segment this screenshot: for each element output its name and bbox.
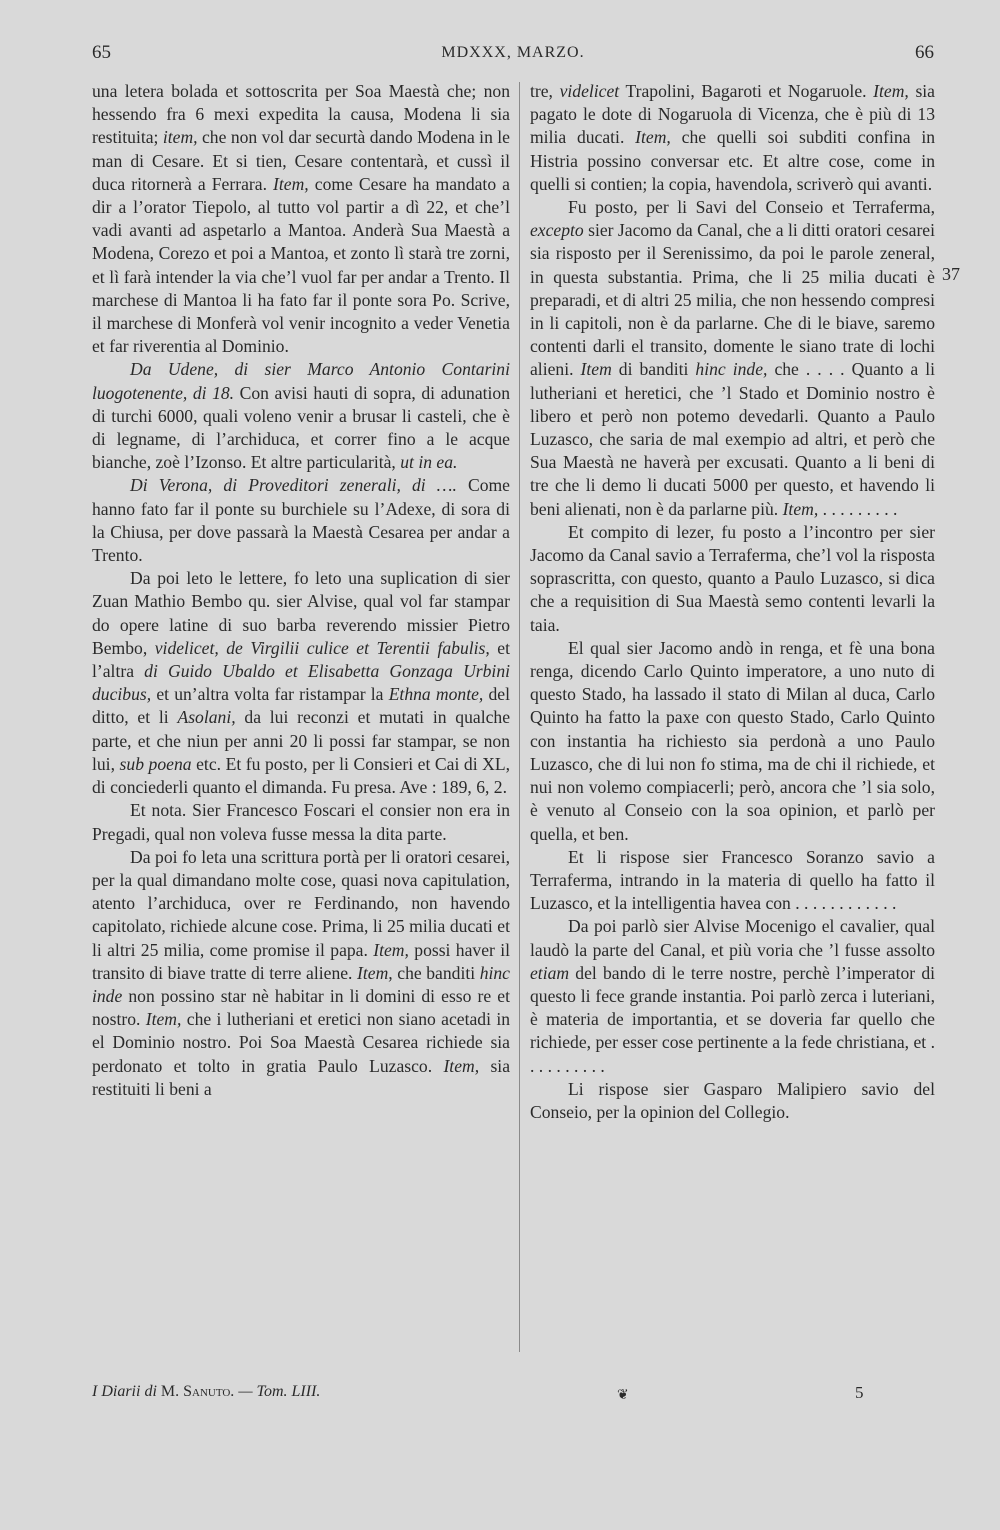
right_column-paragraph: El qual sier Jacomo andò in renga, et fè una bona renga, dicendo Carlo Quinto imperatore, a uno nuto di questo Stado, ha lassado il stato di Milan al duca, Carlo Quinto ha fatto la paxe con questo Stado, Carlo Quinto con instantia ha richiesto sia perdonà a uno Paulo Luzasco, che di lui non fo stima, ma de chi il richiede, et nui non volemo compiacerli; però, ancora che ’l sia solo, è venuto al Conseio con la soa opinion, et parlò per quella, et ben. xyxy=(530,637,935,844)
running-title: MDXXX, MARZO. xyxy=(441,44,585,61)
left_column-paragraph: Di Verona, di Proveditori zenerali, di …. Come hanno fato far il ponte su burchiele su l’Adexe, di sora di la Chiusa, per dove passarà la Maestà Cesarea per andar a Trento. xyxy=(92,475,510,566)
footer-citation-prefix: I Diarii di xyxy=(92,1383,161,1400)
signature-number: 5 xyxy=(855,1383,864,1402)
right_column-paragraph: Fu posto, per li Savi del Conseio et Terraferma, excepto sier Jacomo da Canal, che a li ditti oratori cesarei sia risposto per il Serenissimo, da poi le parole zeneral, in questa substantia. Prima, che li 25 milia ducati è preparadi, et di altri 25 milia, che non hessendo compresi in li capitoli, non è da parlarne. Che di le biave, saremo contenti darli el transito, domente le siano trate di lochi alieni. Item di banditi hinc inde, che . . . . Quanto a li lutheriani et heretici, che ’l Stado et Dominio nostro è libero et però non potemo devedarli. Quanto a Paulo Luzasco, che saria de mal exempio ad altri, et però che Sua Maestà ne haverà per excusati. Quanto a li beni di tre che li demo li ducati 5000 per questo, et havendo li beni alienati, non è da parlarne più. Item, . . . . . . . . . xyxy=(530,197,935,519)
printer-ornament-icon: ❦ xyxy=(617,1388,629,1403)
footer-citation-volume: — Tom. LIII. xyxy=(234,1383,321,1400)
column-divider xyxy=(519,82,520,1352)
left_column-paragraph: Et nota. Sier Francesco Foscari el consier non era in Pregadi, qual non voleva fusse messa la dita parte. xyxy=(92,800,510,844)
right-column xyxy=(530,80,935,1124)
footer-citation xyxy=(92,1383,320,1401)
footer-citation-author: M. Sanuto. xyxy=(160,1383,235,1400)
left-column xyxy=(92,80,510,1101)
right_column-paragraph: Et li rispose sier Francesco Soranzo savio a Terraferma, intrando in la materia di quello ha fatto il Luzasco, et la intelligentia havea con . . . . . . . . . . . . xyxy=(530,846,935,914)
right_column-paragraph: tre, videlicet Trapolini, Bagaroti et Nogaruole. Item, sia pagato le dote di Nogaruola di Vicenza, che è più di 13 milia ducati. Item, che quelli soi subditi confina in Histria possino conversar etc. Et altre cose, come in quelli si contien; la copia, havendola, scriverò qui avanti. xyxy=(530,81,936,194)
right_column-paragraph: Da poi parlò sier Alvise Mocenigo el cavalier, qual laudò la parte del Canal, et più voria che ’l fusse assolto etiam del bando di le terre nostre, perchè l’imperator di questo li fece grande instantia. Poi parlò zerca i luteriani, è materia de importantia, et se doveria far quello che richiede, per esser cose pertinente a la fede christiana, et . . . . . . . . . . xyxy=(530,916,935,1076)
margin-line-number: 37 xyxy=(942,264,960,284)
right_column-paragraph: Li rispose sier Gasparo Malipiero savio del Conseio, per la opinion del Collegio. xyxy=(530,1078,935,1122)
page-number-left: 65 xyxy=(92,42,111,63)
right_column-paragraph: Et compito di lezer, fu posto a l’incontro per sier Jacomo da Canal savio a Terraferma, che’l vol la risposta soprascritta, con questo, quanto a Paulo Luzasco, si dica che a requisition di Sua Maestà semo contenti levarli la taia. xyxy=(530,521,935,635)
left_column-paragraph: una letera bolada et sottoscrita per Soa Maestà che; non hessendo fra 6 mexi expedita la causa, Modena li sia restituita; item, che non vol dar securtà dando Modena in le man di Cesare. Et si tien, Cesare contentarà, et cussì il duca ritornerà a Ferrara. Item, come Cesare ha mandato a dir a l’orator Tiepolo, al tutto vol partir a dì 22, et che’l vadi avanti ad aspetarlo a Mantoa. Anderà Sua Maestà a Modena, Corezo et poi a Mantoa, et zonto lì starà tre zorni, et lì farà intender la via che’l vuol far per andar a Trento. Il marchese di Mantoa li ha fato far il ponte sora Po. Scrive, il marchese di Monferà vol venir incognito a veder Venetia et far riverentia al Dominio. xyxy=(92,81,510,357)
page-number-right: 66 xyxy=(915,42,934,63)
running-header xyxy=(92,42,934,72)
left_column-paragraph: Da poi fo leta una scrittura portà per li oratori cesarei, per la qual dimandano molte cose, quasi nova capitulation, atento l’archiduca, over re Ferdinando, non havendo capitolato, richiede alcune cose. Prima, li 25 milia ducati et li altri 25 milia, come promise il papa. Item, possi haver il transito di biave tratte di terre aliene. Item, che banditi hinc inde non possino star nè habitar in li domini di esso re et nostro. Item, che i lutheriani et eretici non siano acetadi in el Dominio nostro. Poi Soa Maestà Cesarea richiede sia perdonato et tolto in gratia Paulo Luzasco. Item, sia restituiti li beni a xyxy=(92,846,511,1099)
left_column-paragraph: Da Udene, di sier Marco Antonio Contarini luogotenente, di 18. Con avisi hauti di sopra, di adunation di turchi 6000, quali voleno venir a brusar li casteli, che è di legname, di l’archiduca, et correr fino a le acque bianche, zoè l’Izonso. Et altre particularità, ut in ea. xyxy=(92,359,511,473)
left_column-paragraph: Da poi leto le lettere, fo leto una suplication di sier Zuan Mathio Bembo qu. sier Alvise, qual vol far stampar do opere latine di suo barba reverendo missier Pietro Bembo, videlicet, de Virgilii culice et Terentii fabulis, et l’altra di Guido Ubaldo et Elisabetta Gonzaga Urbini ducibus, et un’altra volta far ristampar la Ethna monte, del ditto, et li Asolani, da lui reconzi et mutati in qualche parte, et che niun per anni 20 li possi far stampar, se non lui, sub poena etc. Et fu posto, per li Consieri et Cai di XL, di conciederli quanto el dimanda. Fu presa. Ave : 189, 6, 2. xyxy=(92,568,511,798)
